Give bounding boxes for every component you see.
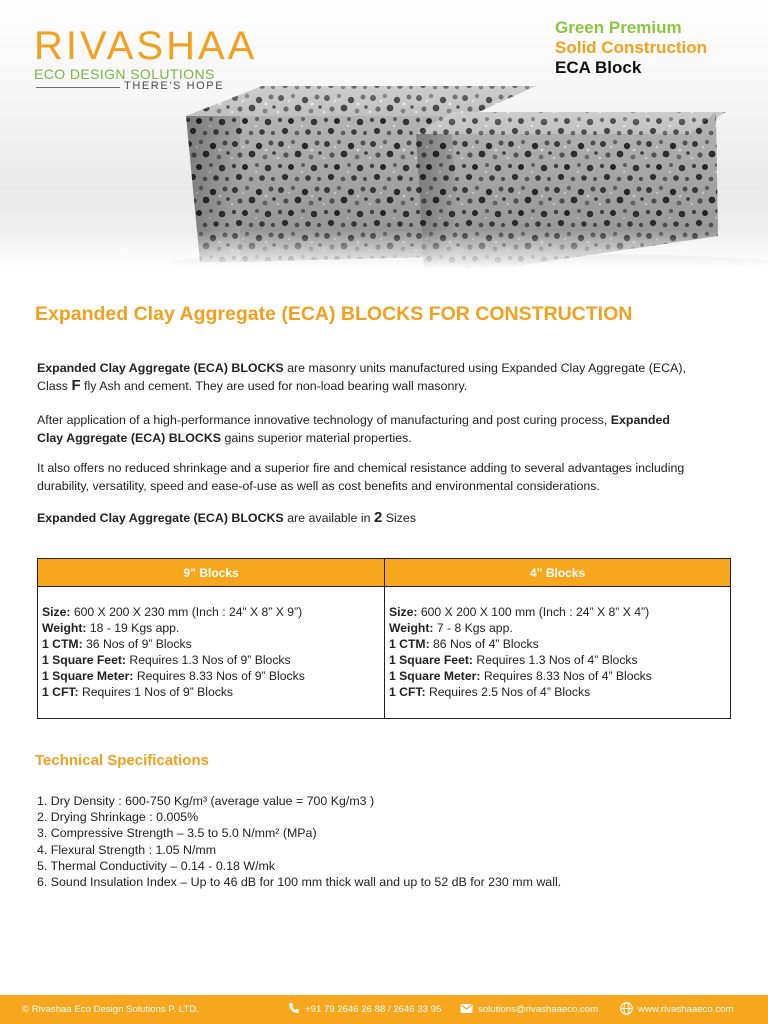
- size-row-value: 600 X 200 X 230 mm (Inch : 24” X 8” X 9”): [70, 605, 303, 619]
- size-row-label: 1 Square Meter:: [42, 669, 134, 683]
- logo-subtitle: ECO DESIGN SOLUTIONS: [34, 66, 215, 82]
- technical-specifications-list: [37, 793, 747, 890]
- intro-p3-line2: durability, versatility, speed and ease-of-use as well as cost benefits and environmental considerations.: [37, 479, 600, 493]
- size-column-heading: 9” Blocks: [38, 559, 384, 587]
- footer-website-text[interactable]: www.rivashaaeco.com: [638, 1004, 734, 1015]
- size-row-value: Requires 1 Nos of 9” Blocks: [78, 685, 234, 699]
- size-row-label: 1 Square Meter:: [389, 669, 481, 683]
- size-row-value: 86 Nos of 4” Blocks: [429, 637, 539, 651]
- intro-p1-text: are masonry units manufactured using Expanded Clay Aggregate (ECA),: [283, 361, 686, 375]
- size-row: [42, 620, 380, 636]
- size-details: [38, 587, 384, 700]
- logo-wordmark: RIVASHAA: [34, 24, 258, 68]
- intro-p2-tail: gains superior material properties.: [221, 431, 412, 445]
- intro-p3-line1: It also offers no reduced shrinkage and a superior fire and chemical resistance adding to several advantages including: [37, 461, 685, 475]
- intro-paragraph-3: [37, 459, 737, 495]
- size-row-label: Weight:: [389, 621, 434, 635]
- size-row-value: Requires 1.3 Nos of 9” Blocks: [126, 653, 291, 667]
- intro-paragraph-1: [37, 359, 737, 395]
- company-logo: [34, 24, 258, 92]
- badge-line-eca-block: ECA Block: [555, 58, 642, 77]
- spec-item: 6. Sound Insulation Index – Up to 46 dB for 100 mm thick wall and up to 52 dB for 230 mm wall.: [37, 875, 562, 890]
- size-column-heading: 4” Blocks: [385, 559, 730, 587]
- size-row: [42, 668, 380, 684]
- block-sizes-table: [37, 558, 731, 719]
- intro-p1-bold: Expanded Clay Aggregate (ECA) BLOCKS: [37, 361, 284, 375]
- size-row-label: Weight:: [42, 621, 87, 635]
- size-row: [42, 604, 380, 620]
- footer-company: © Rivashaa Eco Design Solutions P. LTD.: [22, 1004, 199, 1015]
- size-row-label: Size:: [389, 605, 418, 619]
- spec-item: 2. Drying Shrinkage : 0.005%: [37, 810, 199, 825]
- size-row-label: 1 CFT:: [42, 685, 79, 699]
- size-row-value: Requires 8.33 Nos of 4” Blocks: [480, 669, 652, 683]
- size-row-label: 1 CFT:: [389, 685, 426, 699]
- intro-paragraph-2: [37, 411, 737, 447]
- footer-phone: [288, 1002, 441, 1017]
- footer-website[interactable]: [620, 1002, 733, 1018]
- intro-p2-bold-2: Clay Aggregate (ECA) BLOCKS: [37, 431, 222, 445]
- spec-item: 4. Flexural Strength : 1.05 N/mm: [37, 842, 217, 857]
- size-row-value: 600 X 200 X 100 mm (Inch : 24” X 8” X 4”): [417, 605, 650, 619]
- spec-item: 3. Compressive Strength – 3.5 to 5.0 N/mm² (MPa): [37, 826, 317, 841]
- size-column-9-inch: [38, 559, 384, 718]
- intro-p1-class: F: [71, 377, 81, 394]
- phone-icon: [288, 1002, 300, 1017]
- intro-p1-line2-b: fly Ash and cement. They are used for non-load bearing wall masonry.: [80, 379, 468, 393]
- page-footer: [0, 995, 768, 1024]
- size-row-value: Requires 8.33 Nos of 9” Blocks: [133, 669, 305, 683]
- size-row-value: 18 - 19 Kgs app.: [86, 621, 180, 635]
- intro-p4-count: 2: [373, 509, 383, 526]
- size-column-4-inch: [384, 559, 730, 718]
- size-row-value: Requires 2.5 Nos of 4” Blocks: [425, 685, 591, 699]
- badge-line-solid-construction: Solid Construction: [555, 38, 708, 57]
- logo-divider: [36, 87, 120, 88]
- hero-floor-fade: [0, 230, 768, 268]
- size-row: [389, 652, 726, 668]
- size-row-label: 1 CTM:: [42, 637, 83, 651]
- intro-p1-line2-a: Class: [37, 379, 72, 393]
- size-row-label: 1 CTM:: [389, 637, 430, 651]
- document-title: Expanded Clay Aggregate (ECA) BLOCKS FOR CONSTRUCTION: [35, 303, 633, 325]
- intro-p2-text: After application of a high-performance innovative technology of manufacturing and post curing process,: [37, 413, 611, 427]
- logo-tagline: THERE'S HOPE: [124, 80, 225, 92]
- badge-line-green-premium: Green Premium: [555, 18, 682, 37]
- intro-paragraph-4: [37, 509, 737, 527]
- size-row: [389, 636, 726, 652]
- size-row-label: 1 Square Feet:: [42, 653, 126, 667]
- size-row: [389, 684, 726, 700]
- size-row-value: 7 - 8 Kgs app.: [433, 621, 513, 635]
- size-row: [389, 604, 726, 620]
- spec-item: 5. Thermal Conductivity – 0.14 - 0.18 W/mk: [37, 858, 276, 873]
- size-row: [42, 652, 380, 668]
- size-row: [389, 668, 726, 684]
- product-badge: [555, 18, 755, 78]
- size-row-value: 36 Nos of 9” Blocks: [82, 637, 192, 651]
- footer-email[interactable]: [460, 1003, 598, 1017]
- intro-p4-bold: Expanded Clay Aggregate (ECA) BLOCKS: [37, 511, 284, 525]
- size-row: [389, 620, 726, 636]
- size-row-label: Size:: [42, 605, 71, 619]
- hero-banner: [0, 0, 768, 268]
- intro-p4-text: are available in: [283, 511, 374, 525]
- size-row-label: 1 Square Feet:: [389, 653, 473, 667]
- globe-icon: [620, 1002, 633, 1018]
- size-row: [42, 684, 380, 700]
- technical-specifications-heading: Technical Specifications: [35, 752, 209, 769]
- mail-icon: [460, 1003, 473, 1017]
- footer-email-text[interactable]: solutions@rivashaaeco.com: [478, 1004, 599, 1015]
- size-row-value: Requires 1.3 Nos of 4” Blocks: [473, 653, 638, 667]
- size-row: [42, 636, 380, 652]
- footer-phone-text: +91 79 2646 26 88 / 2646 33 95: [305, 1004, 442, 1015]
- spec-item: 1. Dry Density : 600-750 Kg/m³ (average value = 700 Kg/m3 ): [37, 794, 375, 808]
- size-details: [385, 587, 730, 700]
- intro-p2-bold-1: Expanded: [610, 413, 670, 427]
- intro-p4-tail: Sizes: [382, 511, 417, 525]
